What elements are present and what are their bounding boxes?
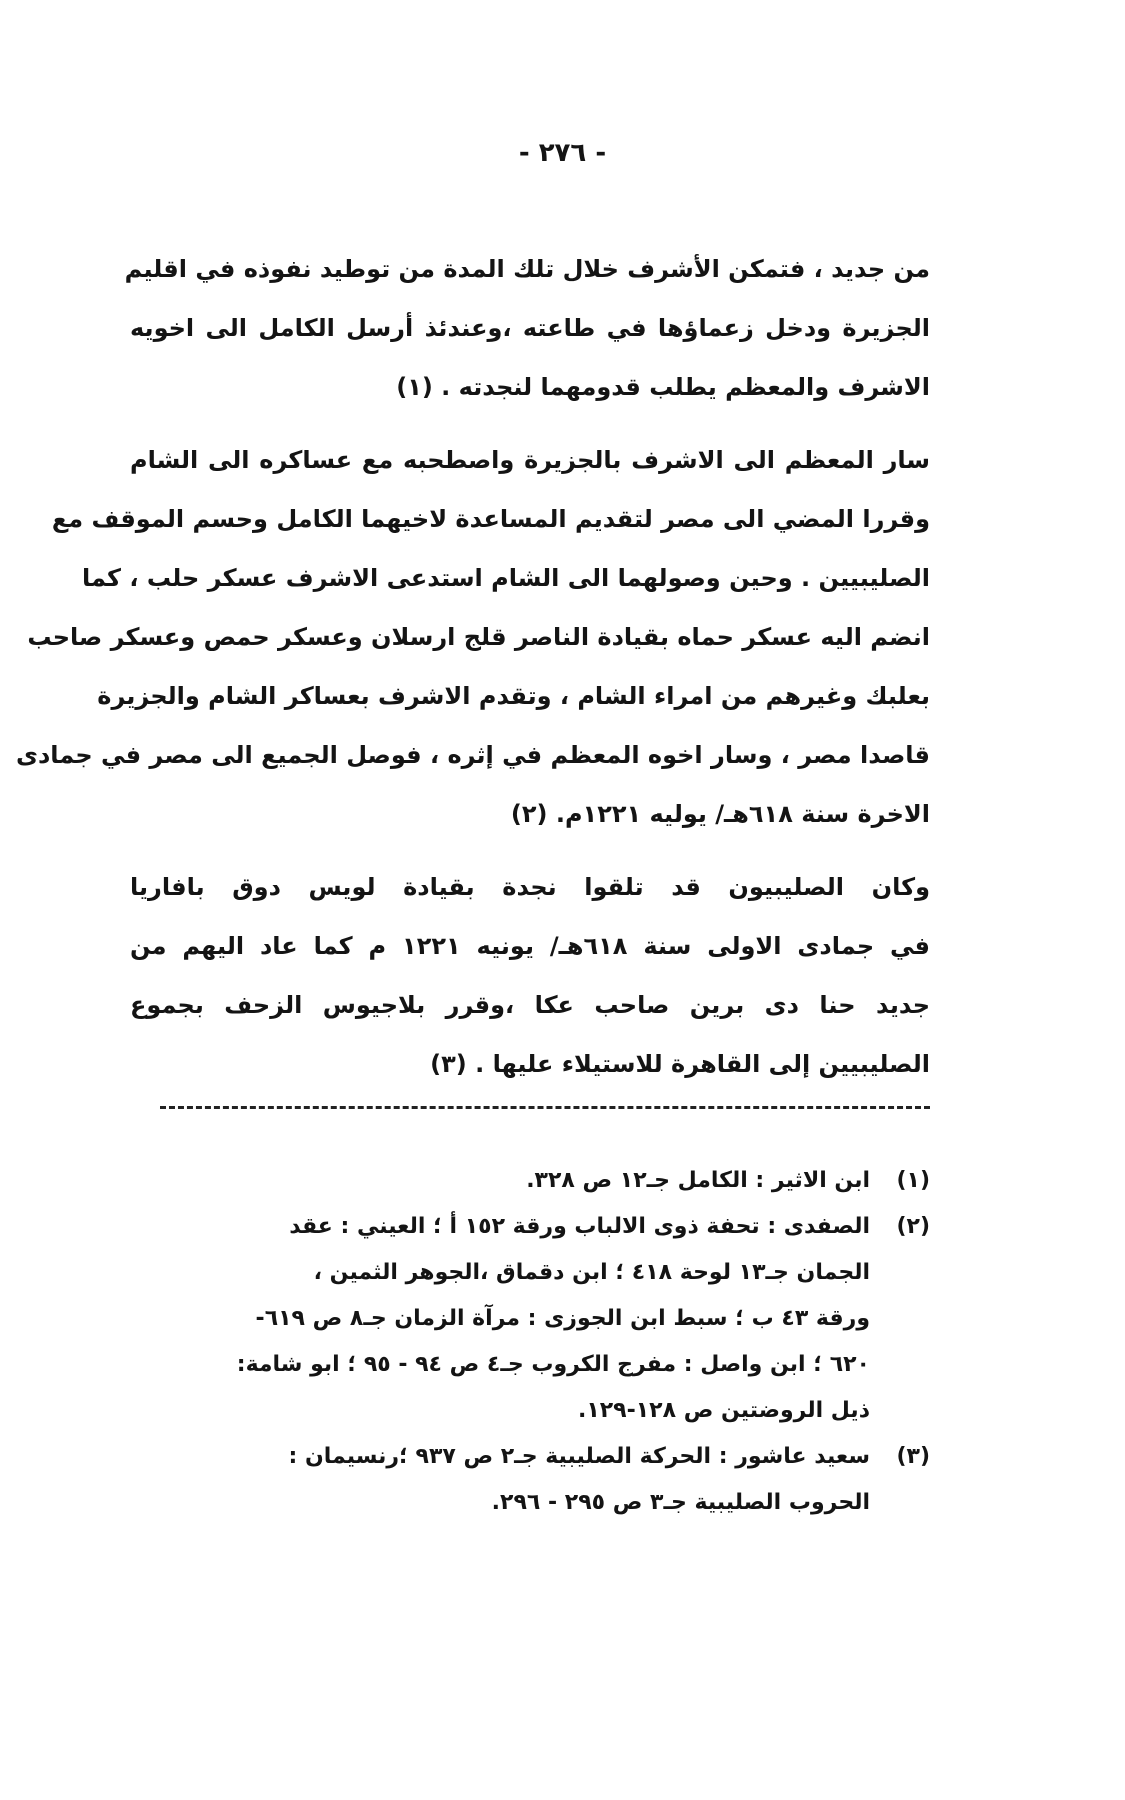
- footnote-line: الصفدى : تحفة ذوى الالباب ورقة ١٥٢ أ ؛ العيني : عقد: [289, 1214, 870, 1239]
- footnote-line: الجمان جـ١٣ لوحة ٤١٨ ؛ ابن دقماق ،الجوهر الثمين ،: [313, 1260, 870, 1285]
- footnote-line: سعيد عاشور : الحركة الصليبية جـ٢ ص ٩٣٧ ؛رنسيمان :: [288, 1444, 870, 1469]
- text-line: سار المعظم الى الاشرف بالجزيرة واصطحبه مع عساكره الى الشام: [130, 446, 930, 474]
- footnote: [130, 1204, 930, 1434]
- footnote-line: ٦٢٠ ؛ ابن واصل : مفرج الكروب جـ٤ ص ٩٤ - ٩٥ ؛ ابو شامة:: [236, 1352, 870, 1377]
- footnote-line: ورقة ٤٣ ب ؛ سبط ابن الجوزى : مرآة الزمان جـ٨ ص ٦١٩-: [255, 1306, 870, 1331]
- footnote-line: الحروب الصليبية جـ٣ ص ٢٩٥ - ٢٩٦.: [491, 1490, 870, 1515]
- footnote-line: ابن الاثير : الكامل جـ١٢ ص ٣٢٨.: [526, 1168, 870, 1193]
- text-line: قاصدا مصر ، وسار اخوه المعظم في إثره ، فوصل الجميع الى مصر في جمادى: [15, 741, 930, 769]
- text-line: وكان الصليبيون قد تلقوا نجدة بقيادة لويس دوق بافاريا: [130, 873, 930, 901]
- text-line: انضم اليه عسكر حماه بقيادة الناصر قلج ارسلان وعسكر حمص وعسكر صاحب: [27, 623, 930, 651]
- footnote: [130, 1434, 930, 1526]
- text-line: من جديد ، فتمكن الأشرف خلال تلك المدة من توطيد نفوذه في اقليم: [124, 255, 930, 283]
- footnote-separator: [160, 1106, 930, 1109]
- text-line: في جمادى الاولى سنة ٦١٨هـ/ يونيه ١٢٢١ م كما عاد اليهم من: [130, 932, 931, 960]
- text-line: الاخرة سنة ٦١٨هـ/ يوليه ١٢٢١م. (٢): [510, 800, 930, 828]
- footnote-marker: (١): [896, 1168, 930, 1193]
- text-line: الصليبيين إلى القاهرة للاستيلاء عليها . (٣): [430, 1050, 930, 1078]
- page-number: - ٢٧٦ -: [518, 138, 607, 168]
- text-line: بعلبك وغيرهم من امراء الشام ، وتقدم الاشرف بعساكر الشام والجزيرة: [97, 682, 930, 710]
- text-line: الجزيرة ودخل زعماؤها في طاعته ،وعندئذ أرسل الكامل الى اخويه: [130, 314, 930, 342]
- text-line: جديد حنا دى برين صاحب عكا ،وقرر بلاجيوس الزحف بجموع: [130, 991, 930, 1019]
- text-line: الصليبيين . وحين وصولهما الى الشام استدعى الاشرف عسكر حلب ، كما: [81, 564, 930, 592]
- body-text: [15, 240, 931, 1094]
- text-line: الاشرف والمعظم يطلب قدومهما لنجدته . (١): [396, 373, 930, 401]
- footnotes: [130, 1158, 930, 1526]
- text-line: وقررا المضي الى مصر لتقديم المساعدة لاخيهما الكامل وحسم الموقف مع: [51, 505, 930, 533]
- footnote-marker: (٢): [896, 1214, 930, 1239]
- footnote-marker: (٣): [896, 1444, 930, 1469]
- footnote: [130, 1158, 930, 1204]
- footnote-line: ذيل الروضتين ص ١٢٨-١٢٩.: [577, 1398, 870, 1423]
